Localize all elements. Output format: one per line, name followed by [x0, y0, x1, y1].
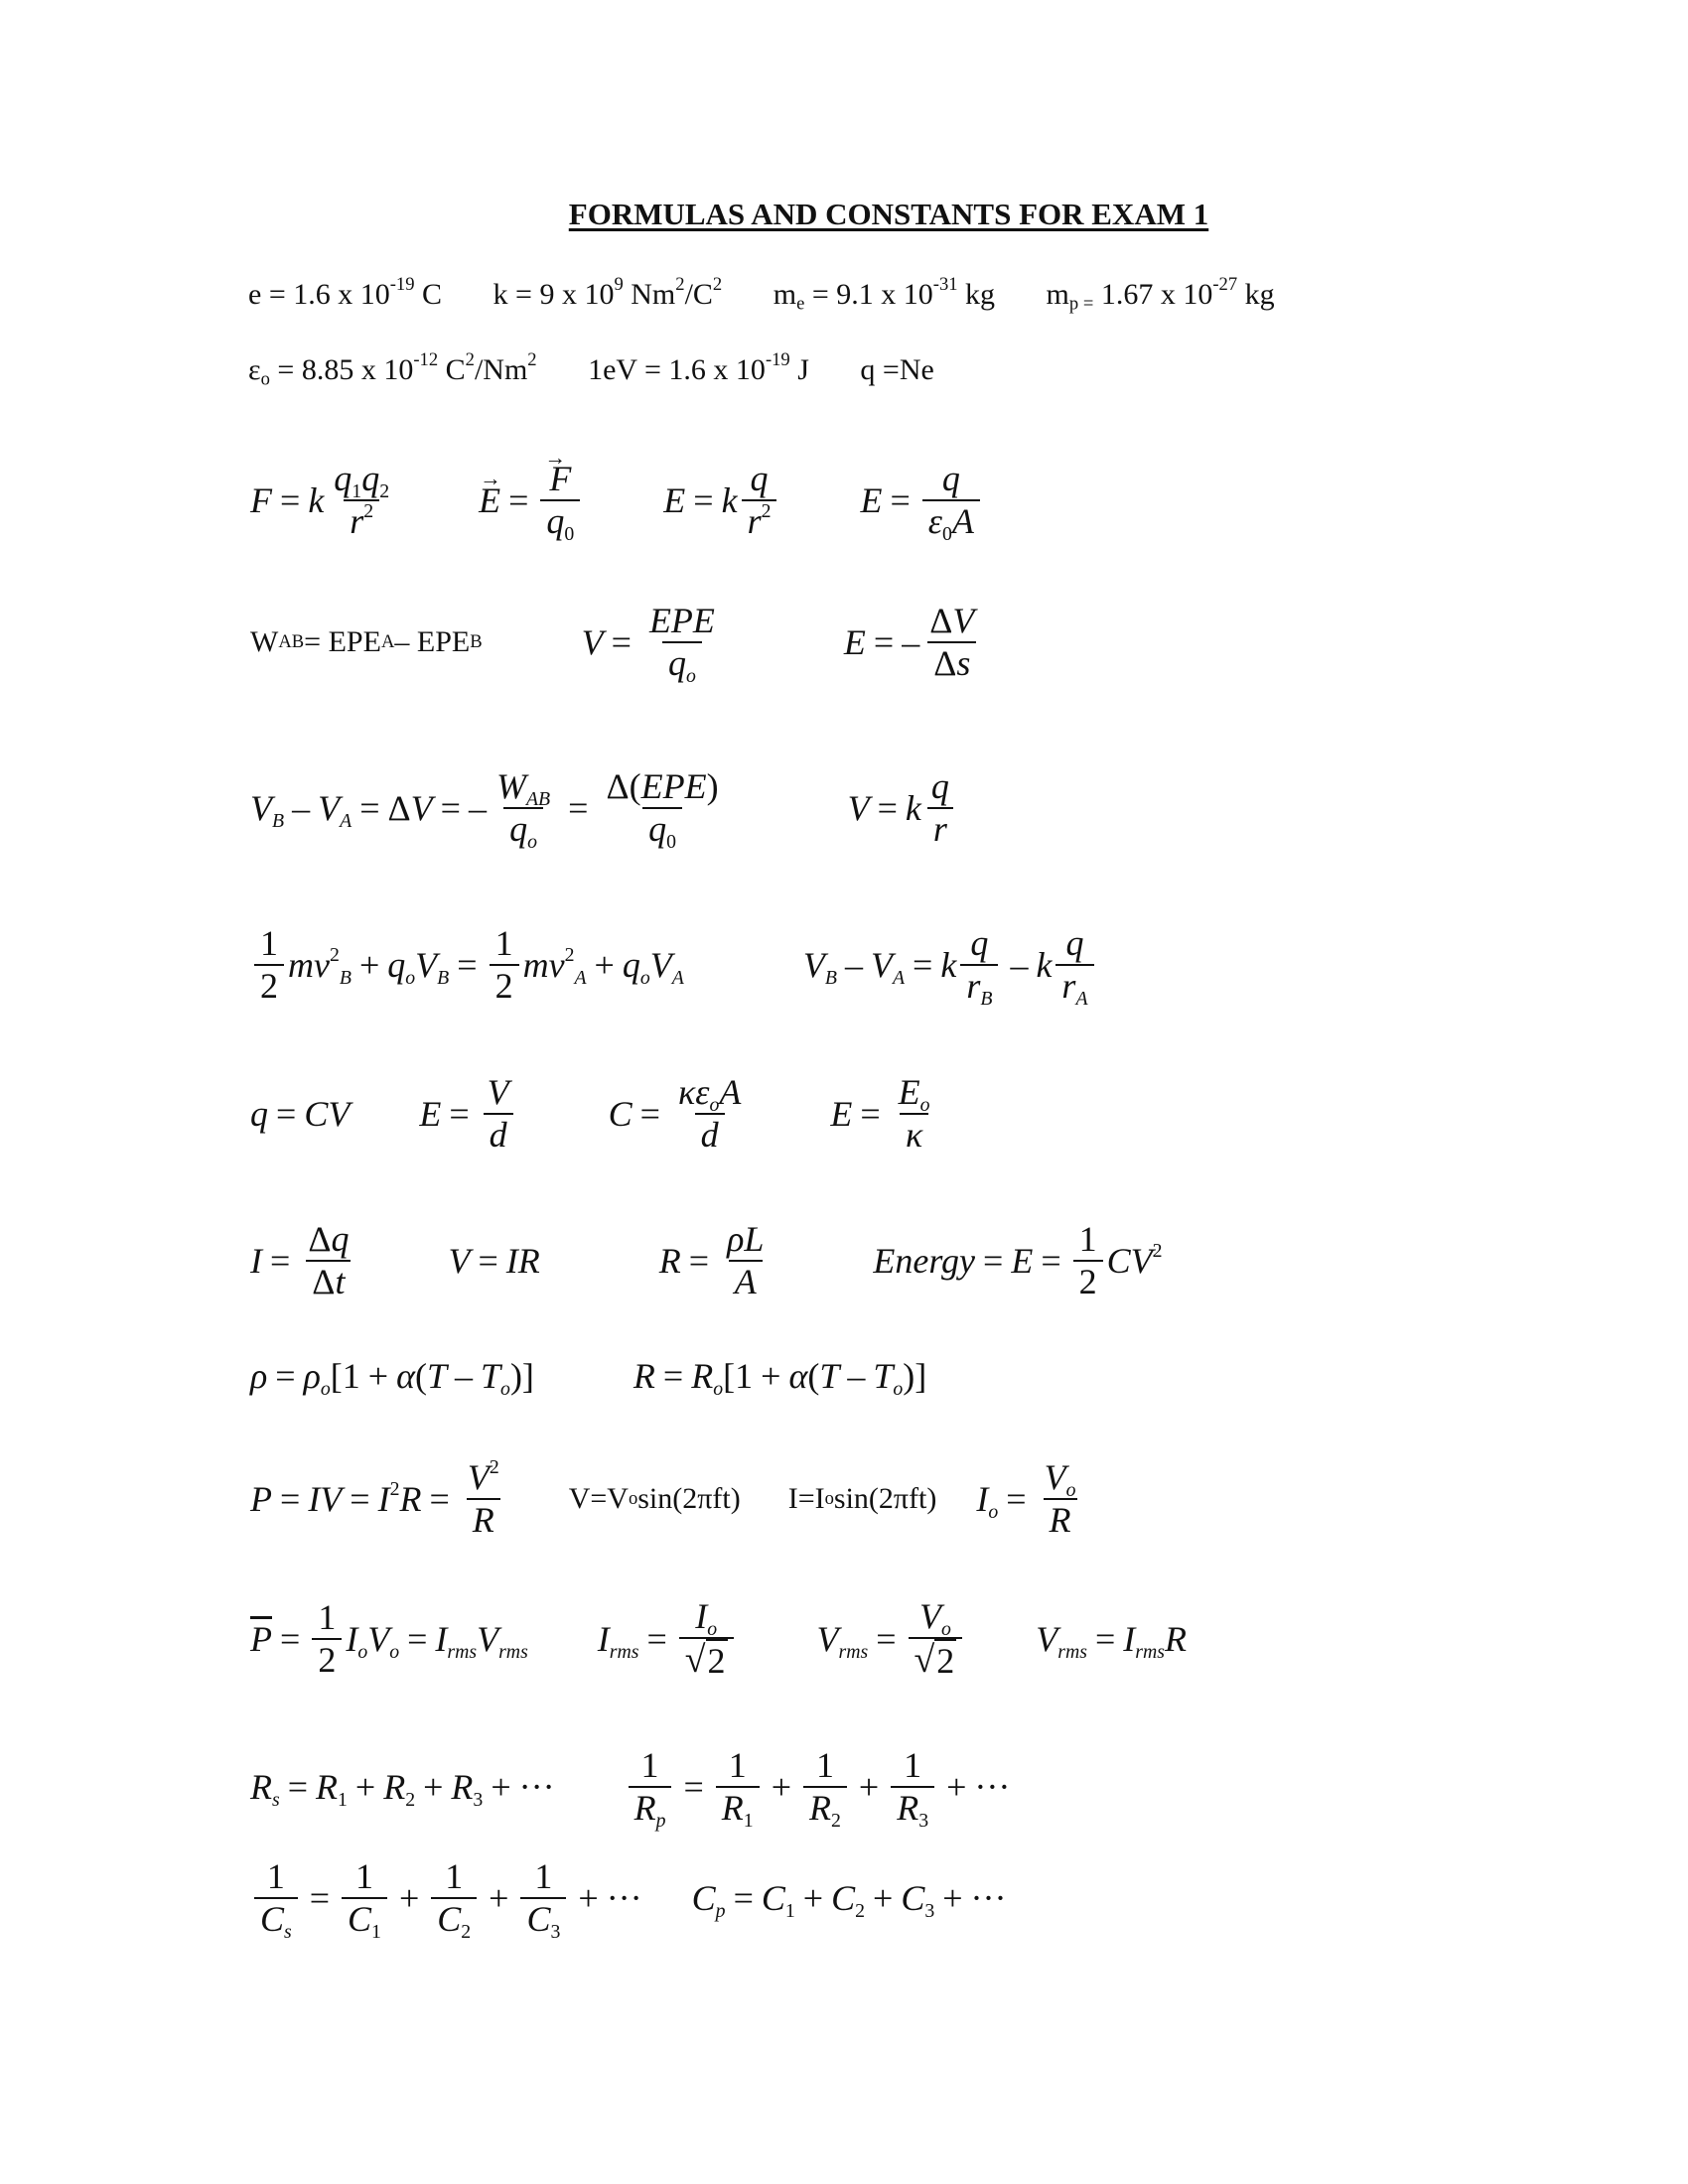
- formula-coulomb-law: F = k $\frac{q1q2}{r^2}$: [250, 459, 390, 542]
- constants-row-2: [248, 349, 978, 390]
- constant-charge-quantization: q =Ne: [860, 353, 934, 386]
- formula-energy-conservation: $\frac{1}{2}$ $mv^2B$ + qoVB = $\frac{1}{2}$ $mv^2A$ + qoVA: [250, 923, 684, 1008]
- constant-proton-mass: $m_{p =}$ 1.67 x $10^{-27}$ kg: [1046, 274, 1275, 315]
- formula-two-point-potential: VB – VA = k $\frac{q}{rB}$ – k $\frac{q}{rA}$: [803, 923, 1098, 1008]
- formula-row-rms: [250, 1596, 1187, 1683]
- formula-capacitance: q = CV: [250, 1094, 351, 1135]
- formula-row-current: [250, 1219, 1163, 1303]
- formula-capacitor-energy: Energy = E = $\frac{1}{2}$ $CV^2$: [873, 1219, 1163, 1302]
- formula-row-potential: [250, 601, 984, 688]
- formula-row-capacitance: [250, 1072, 940, 1157]
- formula-parallel-resistance: $\frac{1}{Rp}$ = $\frac{1}{R1}$ + $\frac{1}{R2}$ + $\frac{1}{R3}$ + ···: [625, 1745, 1011, 1830]
- formula-row-capacitors: [250, 1856, 1007, 1944]
- formula-row-energy-conservation: [250, 923, 1098, 1011]
- formula-series-capacitance: $\frac{1}{Cs}$ = $\frac{1}{C1}$ + $\frac{1}{C2}$ + $\frac{1}{C3}$ + ···: [250, 1856, 642, 1941]
- formula-point-charge-potential: V = k $\frac{q}{r}$: [848, 766, 959, 851]
- formula-current-definition: I = $\frac{\Delta q}{\Delta t}$: [250, 1219, 350, 1302]
- constant-electron-charge: e = 1.6 x $10^{-19}$ C: [248, 274, 443, 311]
- constant-electron-volt: 1eV = 1.6 x $10^{-19}$ J: [588, 349, 809, 386]
- formula-ohms-law: V = IR: [448, 1241, 540, 1282]
- formula-row-power: [250, 1457, 1085, 1542]
- constant-permittivity: $\varepsilon_o = 8.85$ x $10^{-12}$ $C^2/Nm^2$: [248, 349, 537, 390]
- formula-power: P = IV = $I^2R$ = $\frac{V^2}{R}$: [250, 1456, 499, 1541]
- formula-resistivity: R = $\frac{\rho L}{A}$: [658, 1219, 765, 1302]
- formula-resistivity-temperature: ρ = ρo [1 + α ( T – To )]: [250, 1356, 534, 1400]
- formula-row-resistors: [250, 1745, 1011, 1833]
- formula-work-epe: W AB = EPE A – EPE B: [250, 625, 483, 659]
- formula-rms-ohms-law: Vrms = IrmsR: [1036, 1619, 1187, 1664]
- formula-field-definition: → E = → $\frac{F}{q0}$: [479, 459, 584, 543]
- formula-capacitor-field: E = $\frac{V}{d}$: [419, 1072, 518, 1157]
- formula-series-resistance: Rs = R1 + R2 + R3 + ···: [250, 1767, 555, 1812]
- page-title: FORMULAS AND CONSTANTS FOR EXAM 1: [568, 197, 1209, 231]
- formula-row-field: [250, 459, 984, 546]
- formula-rms-current: Irms = Io √ 2: [598, 1596, 738, 1683]
- formula-parallel-capacitance: Cp = C1 + C2 + C3 + ···: [691, 1878, 1007, 1923]
- formula-ac-voltage: V=V o sin(2πft): [568, 1482, 741, 1516]
- formula-row-potential-difference: [250, 766, 959, 854]
- formula-ac-current: I=I o sin(2πft): [787, 1482, 937, 1516]
- formula-row-temperature: [250, 1355, 927, 1400]
- formula-peak-current: Io = $\frac{Vo}{R}$: [976, 1457, 1076, 1541]
- formula-point-charge-field: E = k $\frac{q}{r^2}$: [663, 459, 780, 543]
- constants-row-1: [248, 274, 1319, 315]
- formula-field-gradient: E = – $\frac{\Delta V}{\Delta s}$: [843, 601, 975, 684]
- formula-rms-voltage: Vrms = Vo √ 2: [817, 1596, 967, 1683]
- formula-potential-definition: V = $\frac{\text{EPE}}{qo}$: [581, 601, 715, 688]
- formula-plate-field: E = $\frac{q}{\varepsilon 0A}$: [860, 459, 983, 543]
- formula-dielectric-field: E = $\frac{Eo}{\kappa}$: [830, 1072, 930, 1156]
- formula-potential-difference: VB – VA = Δ V = – $\frac{\text{WAB}}{qo}$ = $\frac{\text{Δ(EPE)}}{q0}$: [250, 766, 719, 854]
- formula-average-power: $\overline{P}$ = $\frac{1}{2}$ IoVo = IrmsVrms: [250, 1597, 528, 1681]
- formula-parallel-plate-capacitance: C = $\frac{\text{κεoA}}{d}$: [608, 1072, 742, 1156]
- constant-coulomb: k = 9 x $10^9$ $Nm^2/C^2$: [492, 274, 723, 311]
- constant-electron-mass: $m_e = 9.1$ x $10^{-31}$ kg: [773, 274, 996, 315]
- formula-resistance-temperature: R = Ro [1 + α ( T – To )]: [633, 1356, 927, 1400]
